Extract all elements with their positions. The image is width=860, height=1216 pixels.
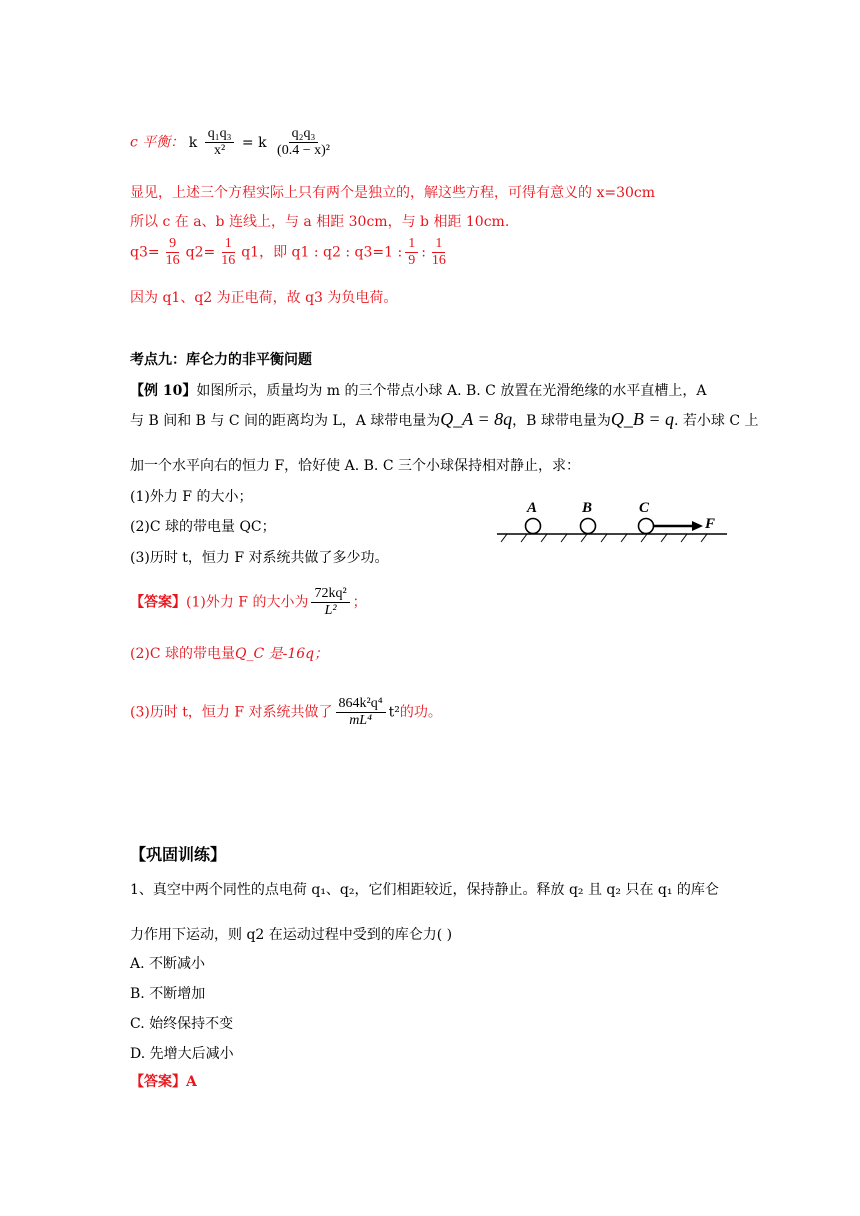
answer-3-prefix: (3)历时 t，恒力 F 对系统共做了: [130, 704, 333, 721]
example-line-1: [130, 381, 706, 401]
option-a: A. 不断减小: [130, 956, 206, 972]
option-b: B. 不断增加: [130, 986, 206, 1002]
answer-2-expression: Q_C 是-16q；: [235, 646, 329, 662]
answer-2-prefix: (2)C 球的带电量: [130, 646, 235, 662]
example-line2-a: 与 B 间和 B 与 C 间的距离均为 L，A 球带电量为: [130, 413, 441, 429]
practice-answer-tag: 【答案】: [130, 1074, 186, 1090]
answer-2: [130, 644, 328, 664]
answer-1-prefix: (1)外力 F 的大小为: [186, 594, 309, 611]
q3-ratio-line: [130, 236, 452, 269]
q3-frac2-den: 16: [221, 253, 236, 268]
example-line-2: [130, 409, 759, 431]
c-balance-rhs-fraction: [274, 126, 333, 159]
answer-3-t: t²: [388, 704, 400, 721]
answer-1-suffix: ；: [352, 594, 367, 611]
question-3: (3)历时 t，恒力 F 对系统共做了多少功。: [130, 550, 389, 566]
q3-tail: q1，即 q1 : q2 : q3=1 :: [241, 244, 403, 261]
ball-b-label: B: [582, 500, 593, 516]
ratio-frac1-den: 9: [408, 253, 416, 268]
option-d: D. 先增大后减小: [130, 1046, 234, 1062]
force-label: F: [705, 516, 716, 532]
practice-title: 【巩固训练】: [130, 845, 227, 864]
example-line1-text: 如图所示，质量均为 m 的三个带点小球 A. B. C 放置在光滑绝缘的水平直槽上，A: [196, 383, 707, 399]
c-balance-lhs-k: k: [188, 134, 198, 151]
answer-1-fraction: [311, 586, 349, 619]
ratio-sep: :: [421, 244, 426, 261]
q3-prefix: q3=: [130, 244, 160, 261]
ball-c: [639, 519, 654, 534]
ans3-den: mL⁴: [349, 713, 372, 728]
q3-mid: q2=: [185, 244, 216, 261]
rhs-numerator: q₂q₃: [289, 126, 319, 143]
q3-fraction-2: [218, 236, 238, 269]
ans1-num: 72kq²: [311, 586, 349, 603]
solution-line-2: 所以 c 在 a、b 连线上，与 a 相距 30cm，与 b 相距 10cm.: [130, 214, 510, 230]
section9-title: 考点九：库仑力的非平衡问题: [130, 352, 312, 368]
example-line2-b: ，B 球带电量为: [512, 413, 611, 429]
example-line2-c: . 若小球 C 上: [674, 413, 759, 429]
ratio-fraction-1: [405, 236, 418, 269]
lhs-numerator: q₁q₃: [205, 126, 235, 143]
ratio-frac1-num: 1: [405, 236, 418, 253]
practice-answer-value: A: [186, 1074, 197, 1090]
answer-3: [130, 696, 442, 729]
ball-c-label: C: [639, 500, 650, 516]
lhs-denominator: x²: [213, 143, 226, 158]
practice-answer: [130, 1072, 197, 1092]
q3-frac2-num: 1: [222, 236, 235, 253]
question-1: (1)外力 F 的大小；: [130, 489, 253, 505]
qa-expression: Q_A = 8q: [440, 409, 513, 429]
q3-frac1-num: 9: [166, 236, 179, 253]
question-2: (2)C 球的带电量 QC；: [130, 519, 276, 535]
c-balance-lhs-fraction: [205, 126, 235, 159]
ratio-frac2-den: 16: [431, 253, 446, 268]
c-balance-eq: = k: [241, 134, 267, 151]
answer-3-fraction: [336, 696, 386, 729]
q3-frac1-den: 16: [165, 253, 180, 268]
ans3-num: 864k²q⁴: [336, 696, 386, 713]
answer-1: [130, 586, 367, 619]
answer-tag: 【答案】: [130, 594, 186, 611]
qb-expression: Q_B = q: [610, 409, 675, 429]
c-balance-equation: [130, 126, 336, 159]
c-balance-label: c 平衡：: [130, 134, 185, 151]
ratio-fraction-2: [429, 236, 449, 269]
ratio-frac2-num: 1: [432, 236, 445, 253]
solution-line-4: 因为 q1、q2 为正电荷，故 q3 为负电荷。: [130, 290, 398, 306]
practice-q1-line2: 力作用下运动，则 q2 在运动过程中受到的库仑力( ): [130, 927, 453, 943]
option-c: C. 始终保持不变: [130, 1016, 234, 1032]
q3-fraction-1: [163, 236, 183, 269]
solution-line-1: 显见，上述三个方程实际上只有两个是独立的，解这些方程，可得有意义的 x=30cm: [130, 185, 656, 201]
example-tag: 【例 10】: [130, 383, 197, 399]
ball-a: [526, 519, 541, 534]
example-line-3: 加一个水平向右的恒力 F，恰好使 A. B. C 三个小球保持相对静止，求：: [130, 458, 580, 474]
track-hatching: [501, 534, 707, 542]
answer-3-suffix: 的功。: [399, 704, 442, 721]
force-arrow-head: [692, 521, 703, 531]
ans1-den: L²: [324, 603, 337, 618]
rhs-denominator: (0.4 − x)²: [277, 143, 330, 158]
ball-b: [581, 519, 596, 534]
practice-q1-line1: 1、真空中两个同性的点电荷 q₁、q₂，它们相距较近，保持静止。释放 q₂ 且 q₂ 只在 q₁ 的库仑: [130, 882, 719, 898]
ball-a-label: A: [527, 500, 538, 516]
three-balls-figure: [495, 496, 735, 544]
